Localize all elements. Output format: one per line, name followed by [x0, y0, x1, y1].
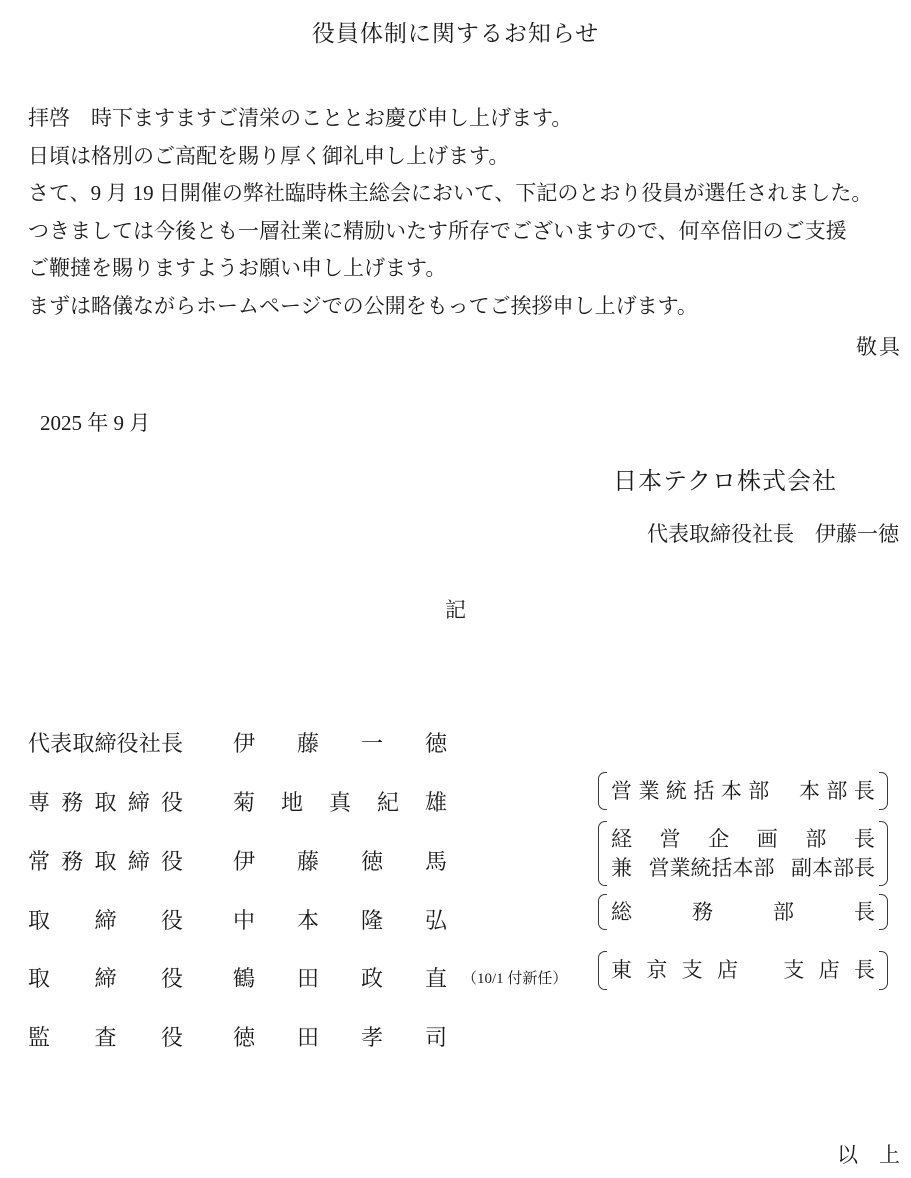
officer-name: 中 本 隆 弘 [233, 908, 447, 933]
body-line: ご鞭撻を賜りますようお願い申し上げます。 [28, 256, 447, 280]
closing-word: 敬具 [856, 335, 902, 359]
officer-name: 菊 地 真 紀 雄 [233, 790, 447, 815]
body-line: つきましては今後とも一層社業に精励いたす所存でございますので、何卒倍旧のご支援 [28, 218, 847, 243]
end-marker: 以 上 [837, 1143, 900, 1167]
position-bracket [598, 821, 888, 886]
officer-name: 鶴 田 政 直 [233, 966, 447, 991]
position-line: 兼 営 業 統 括 本 部 副 本 部 長 [611, 855, 875, 880]
position-line: 営 業 統 括 本 部 本 部 長 [611, 778, 875, 803]
officer-appointment-note: （10/1 付新任） [462, 971, 568, 987]
officer-name: 徳 田 孝 司 [233, 1025, 447, 1050]
officer-title: 監 査 役 [28, 1025, 183, 1050]
date-line: 2025 年 9 月 [40, 411, 151, 435]
officer-row [0, 1021, 911, 1050]
representative-line: 代表取締役社長 伊藤一徳 [647, 522, 899, 546]
officer-name: 伊 藤 徳 馬 [233, 849, 447, 874]
officer-title: 取 締 役 [28, 908, 183, 933]
body-text [28, 100, 906, 325]
position-line: 東 京 支 店 支 店 長 [611, 958, 875, 982]
officer-title: 代 表 取 締 役 社 長 [28, 731, 183, 756]
position-line: 総 務 部 長 [611, 899, 875, 924]
officer-name: 伊 藤 一 徳 [233, 731, 447, 756]
body-line: 拝啓 時下ますますご清栄のこととお慶び申し上げます。 [28, 106, 573, 130]
officer-title: 常 務 取 締 役 [28, 849, 183, 874]
body-line: まずは略儀ながらホームページでの公開をもってご挨拶申し上げます。 [28, 293, 698, 318]
position-line: 経 営 企 画 部 長 [611, 826, 875, 851]
officer-title: 専 務 取 締 役 [28, 790, 183, 815]
record-marker: 記 [445, 598, 466, 622]
company-name: 日本テクロ株式会社 [612, 469, 837, 495]
position-bracket [598, 951, 888, 990]
position-bracket [598, 772, 888, 810]
body-line: さて、9 月 19 日開催の弊社臨時株主総会において、下記のとおり役員が選任されました。 [28, 181, 873, 205]
position-bracket [598, 894, 888, 930]
officer-row [0, 727, 911, 756]
document-title: 役員体制に関するお知らせ [311, 21, 600, 46]
officer-title: 取 締 役 [28, 966, 183, 991]
body-line: 日頃は格別のご高配を賜り厚く御礼申し上げます。 [28, 143, 510, 168]
